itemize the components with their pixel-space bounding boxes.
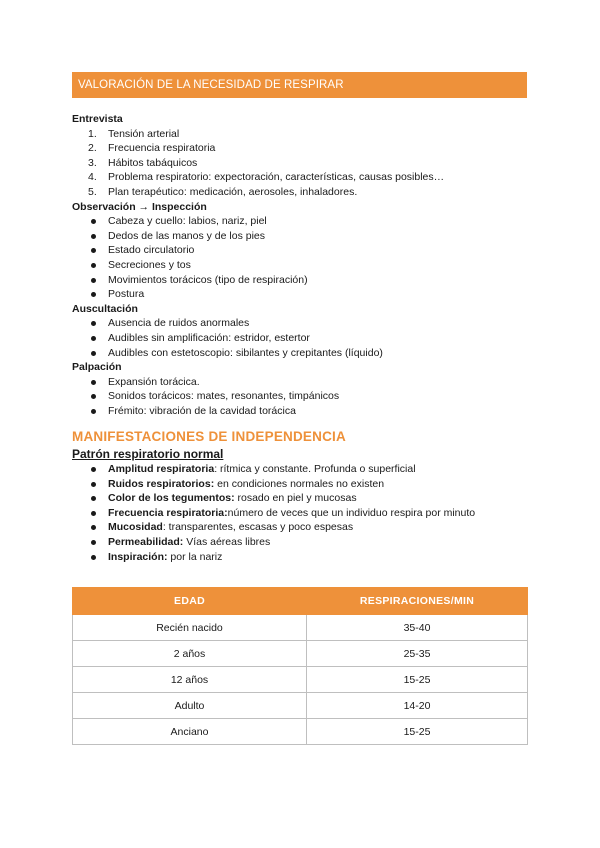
list-item: Secreciones y tos (72, 258, 532, 273)
list-item: Color de los tegumentos: rosado en piel y mucosas (72, 491, 532, 506)
list-item: Permeabilidad: Vías aéreas libres (72, 535, 532, 550)
patron-subtitle: Patrón respiratorio normal (72, 447, 224, 462)
list-item: Audibles sin amplificación: estridor, estertor (72, 331, 532, 346)
list-item: Movimientos torácicos (tipo de respiración) (72, 273, 532, 288)
list-item: Audibles con estetoscopio: sibilantes y crepitantes (líquido) (72, 346, 532, 361)
entrevista-heading: Entrevista (72, 113, 123, 125)
list-item: 3. Hábitos tabáquicos (88, 156, 198, 169)
table-cell: 25-35 (307, 641, 528, 667)
table-row (73, 719, 528, 745)
list-item: Frecuencia respiratoria:número de veces que un individuo respira por minuto (72, 506, 532, 521)
auscultacion-list (72, 316, 532, 360)
list-item: Dedos de las manos y de los pies (72, 229, 532, 244)
list-item: Estado circulatorio (72, 243, 532, 258)
entrevista-list (72, 127, 532, 200)
section-banner: VALORACIÓN DE LA NECESIDAD DE RESPIRAR (72, 72, 527, 98)
list-item: 4. Problema respiratorio: expectoración, características, causas posibles… (88, 171, 445, 184)
column-header-respiraciones: RESPIRACIONES/MIN (307, 588, 528, 615)
list-item: Expansión torácica. (72, 375, 532, 390)
list-item: 2. Frecuencia respiratoria (88, 142, 216, 155)
table-cell: 35-40 (307, 615, 528, 641)
list-item: 1. Tensión arterial (88, 127, 180, 140)
table-cell: 12 años (73, 667, 307, 693)
observacion-heading: Observación → Inspección (72, 200, 207, 213)
list-item: Amplitud respiratoria: rítmica y constante. Profunda o superficial (72, 462, 532, 477)
list-item: Postura (72, 287, 532, 302)
table-cell: Adulto (73, 693, 307, 719)
table-cell: Recién nacido (73, 615, 307, 641)
list-item: Ruidos respiratorios: en condiciones normales no existen (72, 477, 532, 492)
table-row (73, 667, 528, 693)
list-item: Mucosidad: transparentes, escasas y poco espesas (72, 520, 532, 535)
list-item: Cabeza y cuello: labios, nariz, piel (72, 214, 532, 229)
palpacion-heading: Palpación (72, 361, 122, 374)
table-row (73, 693, 528, 719)
table-row (73, 641, 528, 667)
list-item: Ausencia de ruidos anormales (72, 316, 532, 331)
auscultacion-heading: Auscultación (72, 302, 138, 315)
list-item: Inspiración: por la nariz (72, 550, 532, 565)
table-cell: 2 años (73, 641, 307, 667)
table-header-row (73, 588, 528, 615)
list-item: 5. Plan terapéutico: medicación, aerosoles, inhaladores. (88, 185, 358, 198)
table-cell: Anciano (73, 719, 307, 745)
manifestaciones-list (72, 462, 532, 564)
table-cell: 15-25 (307, 667, 528, 693)
list-item: Frémito: vibración de la cavidad torácica (72, 404, 532, 419)
table-cell: 14-20 (307, 693, 528, 719)
manifestaciones-title: MANIFESTACIONES DE INDEPENDENCIA (72, 429, 346, 445)
document-content (72, 112, 532, 564)
list-item: Sonidos torácicos: mates, resonantes, timpánicos (72, 389, 532, 404)
observacion-list (72, 214, 532, 302)
column-header-edad: EDAD (73, 588, 307, 615)
respiration-rate-table (72, 587, 528, 745)
palpacion-list (72, 375, 532, 419)
table-cell: 15-25 (307, 719, 528, 745)
table-row (73, 615, 528, 641)
